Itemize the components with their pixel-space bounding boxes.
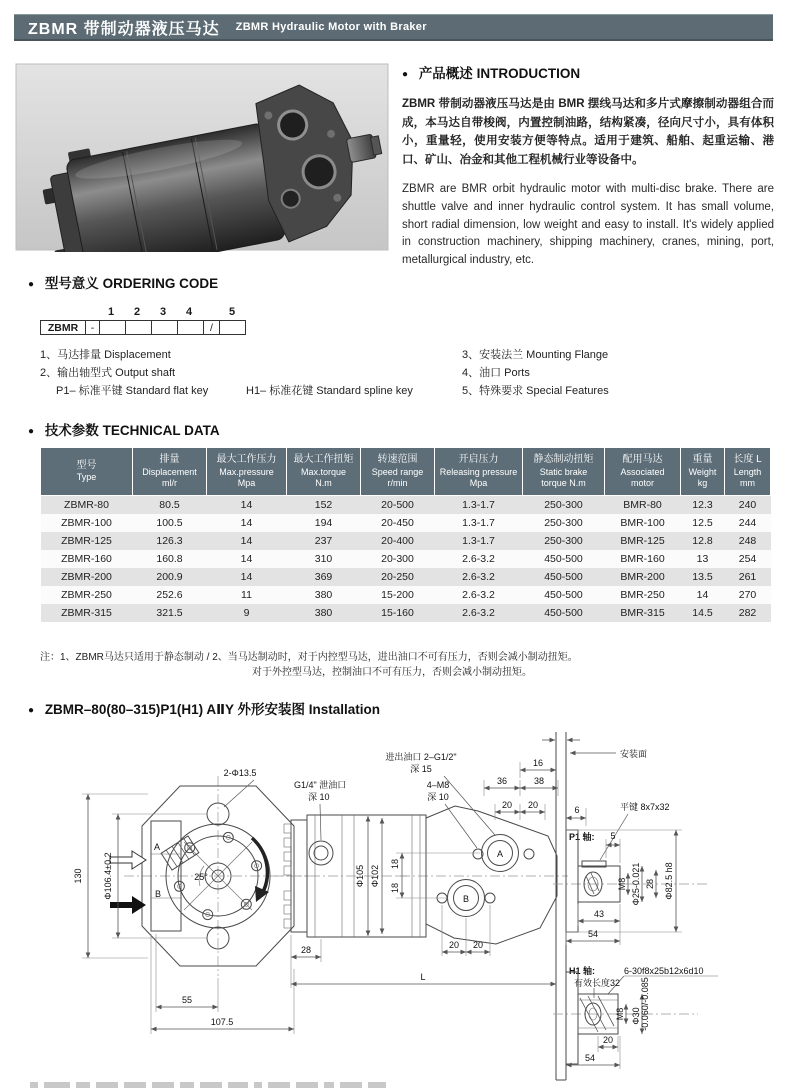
table-cell: 20-400 — [381, 534, 414, 547]
dim-label-side-port-b: B — [462, 894, 470, 904]
dim-label-36: 36 — [496, 776, 508, 786]
table-cell: 15-160 — [381, 606, 414, 619]
table-cell: 13 — [696, 552, 709, 565]
position-number: 2 — [134, 306, 141, 318]
label-drain-port: G1/4" 泄油口 — [294, 780, 347, 790]
col-associated-motor: 配用马达 Associated motor — [605, 448, 681, 496]
table-cell: 2.6-3.2 — [462, 606, 495, 619]
technical-heading-zh: 技术参数 — [44, 423, 99, 438]
intro-heading-zh: 产品概述 — [418, 66, 473, 81]
table-cell: 126.3 — [156, 534, 183, 547]
flow-arrow-a — [110, 851, 146, 869]
table-cell: 12.3 — [692, 498, 713, 511]
technical-data-table — [40, 447, 771, 622]
table-cell: 450-500 — [544, 552, 583, 565]
position-number: 3 — [160, 306, 167, 318]
dim-label-16: 16 — [532, 758, 544, 768]
intro-paragraph-zh: ZBMR 带制动器液压马达是由 BMR 摆线马达和多片式摩擦制动器组合而成，本马达自带梭阀，内置控制油路，结构紧凑，径向尺寸小，具有体积小，重量轻，使用安装方便等特点。适用于建筑、船舶、起重运输、港口、矿山、冶金和其他工程机械行业等设备中。 — [402, 98, 774, 167]
table-cell: 12.8 — [692, 534, 713, 547]
table-header-row — [41, 448, 771, 496]
code-box-2 — [126, 320, 152, 335]
col-displacement: 排量 Displacement ml/r — [133, 448, 207, 496]
ordering-heading-en: ORDERING CODE — [102, 276, 219, 291]
code-box-1 — [100, 320, 126, 335]
table-cell: BMR-160 — [620, 552, 665, 565]
table-cell: 13.5 — [692, 570, 713, 583]
table-cell: ZBMR-80 — [64, 498, 109, 511]
table-cell: 14 — [240, 498, 253, 511]
table-cell: 20-450 — [381, 516, 414, 529]
table-cell: 9 — [243, 606, 250, 619]
table-cell: 261 — [738, 570, 757, 583]
table-cell: 14 — [240, 570, 253, 583]
dim-label-20a: 20 — [501, 800, 513, 810]
dim-label-d102: Φ102 — [370, 864, 380, 888]
label-spline-spec: 6-30f8x25b12x6d10 — [624, 966, 704, 976]
label-p1-shaft: P1 轴: — [569, 832, 595, 842]
product-photo — [14, 62, 390, 252]
flow-arrow-b — [110, 896, 146, 914]
label-mounting-face: 安装面 — [620, 749, 648, 759]
table-cell: 2.6-3.2 — [462, 552, 495, 565]
table-cell: 152 — [314, 498, 333, 511]
dim-label-130: 130 — [73, 868, 83, 884]
dim-label-d105: Φ105 — [355, 864, 365, 888]
ordering-option-p1: P1– 标准平键 Standard flat key — [56, 385, 209, 397]
table-cell: 240 — [738, 498, 757, 511]
dim-label-d25: Φ25-0.021 — [631, 862, 641, 906]
dim-label-54b: 54 — [584, 1053, 596, 1063]
label-h1-shaft: H1 轴: — [569, 966, 596, 976]
table-note — [40, 650, 578, 680]
dim-label-55: 55 — [181, 995, 193, 1005]
code-box-3 — [152, 320, 178, 335]
table-cell: 15-200 — [381, 588, 414, 601]
ordering-item-special-features: 5、特殊要求 Special Features — [462, 385, 609, 397]
table-row — [41, 604, 771, 622]
ordering-item-output-shaft: 2、输出轴型式 Output shaft — [40, 367, 176, 379]
dim-label-bolt-circle: Φ106.4±0.2 — [103, 852, 113, 900]
front-view — [73, 768, 310, 1034]
table-cell: 2.6-3.2 — [462, 588, 495, 601]
code-box-5 — [220, 320, 246, 335]
technical-data-heading — [28, 419, 220, 439]
table-cell: 380 — [314, 606, 333, 619]
table-cell: BMR-100 — [620, 516, 665, 529]
installation-heading — [28, 698, 380, 718]
table-cell: BMR-250 — [620, 588, 665, 601]
dim-label-20c: 20 — [448, 940, 460, 950]
table-cell: 2.6-3.2 — [462, 570, 495, 583]
ordering-position-numbers — [40, 306, 260, 320]
table-cell: BMR-200 — [620, 570, 665, 583]
table-cell: 248 — [738, 534, 757, 547]
ordering-code-diagram — [40, 306, 260, 335]
dim-label-6: 6 — [574, 805, 580, 815]
table-cell: 14 — [240, 552, 253, 565]
position-number: 1 — [108, 306, 115, 318]
position-number: 5 — [229, 306, 236, 318]
installation-drawing — [8, 726, 780, 1088]
table-cell: 244 — [738, 516, 757, 529]
table-cell: ZBMR-125 — [61, 534, 112, 547]
intro-heading — [402, 62, 774, 82]
ordering-item-ports: 4、油口 Ports — [462, 367, 530, 379]
intro-paragraph-en: ZBMR are BMR orbit hydraulic motor with multi-disc brake. There are shuttle valve and inner hydraulic control system. It has small volume, short radial dimension, low weight and easy to install. It's widely applied in construction machinery, shipping machinery, cranes, mining, port, metallurgical industry, etc. — [402, 182, 774, 267]
installation-heading-text: ZBMR–80(80–315)P1(H1) AⅡY 外形安装图 Installation — [44, 702, 381, 717]
dim-label-28b: 28 — [645, 878, 655, 890]
col-max-pressure: 最大工作压力 Max.pressure Mpa — [207, 448, 287, 496]
dim-label-d82: Φ82.5 h8 — [664, 862, 674, 900]
dim-label-18a: 18 — [390, 858, 400, 870]
table-cell: 254 — [738, 552, 757, 565]
dim-label-43: 43 — [593, 909, 605, 919]
table-cell: 252.6 — [156, 588, 183, 601]
table-cell: BMR-80 — [623, 498, 662, 511]
table-row — [41, 532, 771, 550]
table-cell: 1.3-1.7 — [462, 516, 495, 529]
table-cell: 310 — [314, 552, 333, 565]
table-cell: 100.5 — [156, 516, 183, 529]
ordering-heading-zh: 型号意义 — [44, 276, 99, 291]
table-cell: 160.8 — [156, 552, 183, 565]
page-header — [14, 14, 773, 41]
col-type: 型号 Type — [41, 448, 133, 496]
table-cell: 282 — [738, 606, 757, 619]
intro-heading-en: INTRODUCTION — [476, 66, 581, 81]
label-drain-depth: 深 10 — [308, 792, 330, 802]
table-cell: 1.3-1.7 — [462, 534, 495, 547]
table-cell: 12.5 — [692, 516, 713, 529]
dim-label-port-b: B — [154, 889, 162, 899]
table-row — [41, 514, 771, 532]
dim-label-25deg: 25° — [194, 872, 208, 882]
table-cell: 250-300 — [544, 516, 583, 529]
dim-label-mount-holes: 2-Φ13.5 — [223, 768, 257, 778]
table-cell: 1.3-1.7 — [462, 498, 495, 511]
col-weight: 重量 Weight kg — [681, 448, 725, 496]
table-cell: ZBMR-200 — [61, 570, 112, 583]
dim-label-side-port-a: A — [496, 849, 504, 859]
col-max-torque: 最大工作扭矩 Max.torque N.m — [287, 448, 361, 496]
intro-section — [402, 62, 774, 270]
label-inout-port: 进出油口 2–G1/2" — [385, 752, 457, 762]
table-cell: 250-300 — [544, 498, 583, 511]
dim-label-L: L — [420, 972, 426, 982]
table-cell: ZBMR-250 — [61, 588, 112, 601]
rotation-arrow — [252, 838, 267, 894]
table-cell: 80.5 — [159, 498, 180, 511]
dim-label-20: 20 — [602, 1035, 614, 1045]
label-inout-depth: 深 15 — [410, 764, 432, 774]
bullet-icon: ● — [28, 279, 35, 290]
page-title-en: ZBMR Hydraulic Motor with Braker — [235, 21, 427, 33]
dim-label-port-a: A — [153, 842, 161, 852]
table-cell: 14 — [240, 534, 253, 547]
dim-label-d30-tolerance: -0.060/-0.085 — [640, 977, 650, 1031]
ordering-code-boxes — [40, 320, 260, 335]
dim-label-m8b: M8 — [615, 1007, 625, 1021]
label-spline-length: 有效长度32 — [574, 978, 621, 988]
code-dash-cell: - — [86, 320, 100, 335]
table-cell: 237 — [314, 534, 333, 547]
table-cell: 200.9 — [156, 570, 183, 583]
col-length: 长度 L Length mm — [725, 448, 771, 496]
technical-heading-en: TECHNICAL DATA — [102, 423, 220, 438]
table-cell: BMR-315 — [620, 606, 665, 619]
label-bolt-spec: 4–M8 — [426, 780, 450, 790]
product-photo-illustration — [14, 62, 390, 252]
col-static-brake-torque: 静态制动扭矩 Static brake torque N.m — [523, 448, 605, 496]
table-cell: 11 — [241, 588, 252, 601]
dim-label-107-5: 107.5 — [210, 1017, 234, 1027]
table-cell: 20-300 — [381, 552, 414, 565]
table-cell: 14 — [240, 516, 253, 529]
table-row — [41, 495, 771, 514]
clipped-bottom-text — [30, 1082, 450, 1089]
table-row — [41, 550, 771, 568]
dim-label-20b: 20 — [527, 800, 539, 810]
table-cell: 450-500 — [544, 570, 583, 583]
table-cell: ZBMR-160 — [61, 552, 112, 565]
table-cell: 14 — [696, 588, 709, 601]
bullet-icon: ● — [28, 426, 35, 437]
table-cell: ZBMR-100 — [61, 516, 112, 529]
table-cell: 250-300 — [544, 534, 583, 547]
ordering-item-mounting-flange: 3、安装法兰 Mounting Flange — [462, 349, 609, 361]
bullet-icon: ● — [402, 69, 409, 80]
col-releasing-pressure: 开启压力 Releasing pressure Mpa — [435, 448, 523, 496]
dim-label-38: 38 — [533, 776, 545, 786]
label-key-spec: 平键 8x7x32 — [620, 802, 670, 812]
table-cell: 20-500 — [381, 498, 414, 511]
table-cell: ZBMR-315 — [61, 606, 112, 619]
code-prefix-cell: ZBMR — [40, 320, 86, 335]
table-note-line2: 对于外控型马达，控制油口不可有压力，否则会减小制动扭矩。 — [252, 667, 532, 678]
table-cell: BMR-125 — [620, 534, 665, 547]
shaft-details — [542, 732, 718, 1080]
ordering-heading — [28, 272, 218, 292]
table-cell: 321.5 — [156, 606, 183, 619]
col-speed-range: 转速范围 Speed range r/min — [361, 448, 435, 496]
position-number: 4 — [186, 306, 193, 318]
table-cell: 380 — [314, 588, 333, 601]
table-cell: 194 — [314, 516, 333, 529]
table-cell: 369 — [314, 570, 333, 583]
table-note-line1: 注：1、ZBMR马达只适用于静态制动 / 2、当马达制动时，对于内控型马达，进出油口不可有压力，否则会减小制动扭矩。 — [40, 652, 578, 663]
page-title-zh: ZBMR 带制动器液压马达 — [28, 20, 220, 38]
table-cell: 14.5 — [692, 606, 713, 619]
ordering-item-displacement: 1、马达排量 Displacement — [40, 349, 171, 361]
label-bolt-depth: 深 10 — [427, 792, 449, 802]
table-row — [41, 568, 771, 586]
table-cell: 20-250 — [381, 570, 414, 583]
code-slash-cell: / — [204, 320, 220, 335]
ordering-option-h1: H1– 标准花键 Standard spline key — [246, 385, 413, 397]
table-cell: 270 — [738, 588, 757, 601]
dim-label-5: 5 — [610, 831, 616, 841]
code-box-4 — [178, 320, 204, 335]
dim-label-d30: Φ30 — [631, 1007, 641, 1025]
dim-label-m8: M8 — [617, 877, 627, 891]
bullet-icon: ● — [28, 705, 35, 716]
dim-label-20d: 20 — [472, 940, 484, 950]
dim-label-54: 54 — [587, 929, 599, 939]
table-cell: 450-500 — [544, 606, 583, 619]
dim-label-18b: 18 — [390, 882, 400, 894]
table-cell: 450-500 — [544, 588, 583, 601]
dim-label-28: 28 — [300, 945, 312, 955]
side-view — [274, 751, 568, 988]
table-row — [41, 586, 771, 604]
